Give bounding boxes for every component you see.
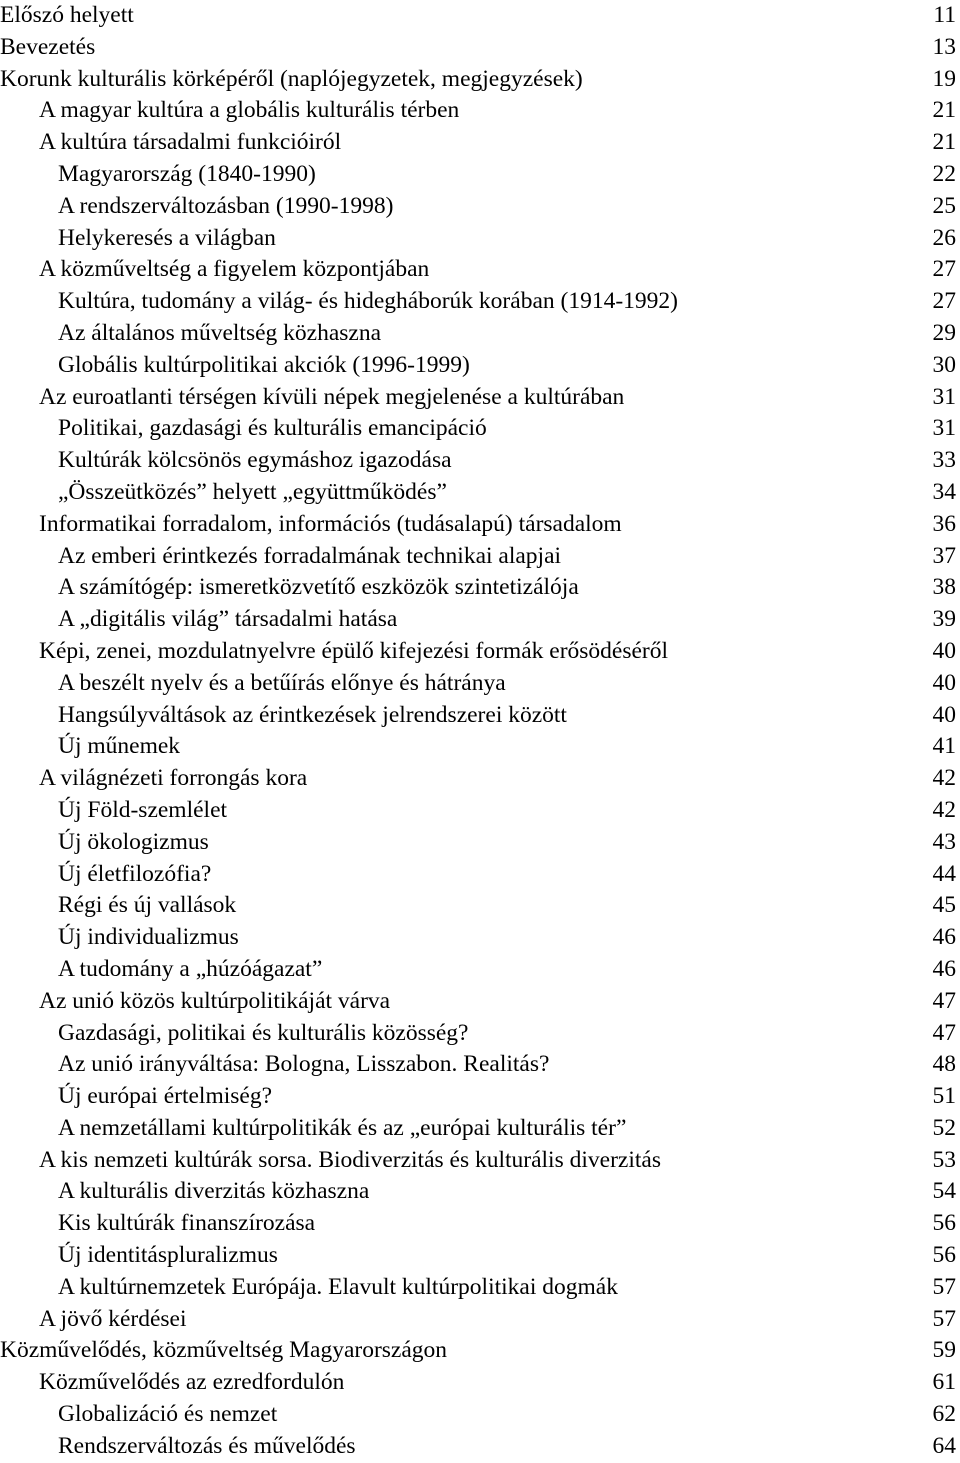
toc-entry-page-number: 31 (932, 415, 956, 442)
toc-entry-page-number: 37 (932, 542, 956, 569)
toc-entry-title: Közművelődés, közműveltség Magyarországon (0, 1337, 448, 1364)
toc-entry-title: Az unió irányváltása: Bologna, Lisszabon. Realitás? (58, 1051, 550, 1078)
toc-entry-title: A kultúra társadalmi funkcióiról (39, 129, 342, 156)
toc-entry-page-number: 43 (932, 828, 956, 855)
toc-entry-page-number: 21 (932, 129, 956, 156)
toc-entry-title: Az unió közös kultúrpolitikáját várva (39, 987, 391, 1014)
toc-entry-page-number: 64 (932, 1432, 956, 1459)
toc-entry-page-number: 21 (932, 97, 956, 124)
toc-entry-title: Új európai értelmiség? (58, 1083, 273, 1110)
toc-entry (0, 350, 960, 382)
toc-entry (0, 1176, 960, 1208)
toc-entry-title: Bevezetés (0, 33, 96, 60)
toc-entry-page-number: 42 (932, 765, 956, 792)
toc-entry (0, 1081, 960, 1113)
toc-entry-page-number: 52 (932, 1114, 956, 1141)
toc-entry-title: Új individualizmus (58, 924, 239, 951)
toc-entry-page-number: 34 (932, 478, 956, 505)
toc-entry (0, 477, 960, 509)
toc-entry (0, 700, 960, 732)
toc-entry-page-number: 36 (932, 510, 956, 537)
toc-entry-page-number: 40 (932, 637, 956, 664)
toc-entry-page-number: 45 (932, 892, 956, 919)
toc-entry-title: Hangsúlyváltások az érintkezések jelrendszerei között (58, 701, 567, 728)
toc-entry (0, 763, 960, 795)
toc-entry-page-number: 13 (932, 33, 956, 60)
toc-entry-page-number: 46 (932, 955, 956, 982)
toc-entry-title: Kultúrák kölcsönös egymáshoz igazodása (58, 447, 452, 474)
toc-entry-page-number: 57 (932, 1305, 956, 1332)
toc-entry-title: Új Föld-szemlélet (58, 796, 228, 823)
toc-entry (0, 636, 960, 668)
toc-entry (0, 318, 960, 350)
toc-entry (0, 1145, 960, 1177)
toc-entry-title: Rendszerváltozás és művelődés (58, 1432, 356, 1459)
toc-entry (0, 223, 960, 255)
toc-entry-page-number: 48 (932, 1051, 956, 1078)
toc-entry-page-number: 25 (932, 192, 956, 219)
toc-entry-title: A nemzetállami kultúrpolitikák és az „európai kulturális tér” (58, 1114, 627, 1141)
toc-entry (0, 1240, 960, 1272)
toc-entry-title: „Összeütközés” helyett „együttműködés” (58, 478, 447, 505)
toc-entry-title: Informatikai forradalom, információs (tudásalapú) társadalom (39, 510, 622, 537)
toc-entry-page-number: 22 (932, 160, 956, 187)
toc-entry (0, 1049, 960, 1081)
toc-entry-page-number: 44 (932, 860, 956, 887)
toc-entry (0, 254, 960, 286)
toc-entry-page-number: 39 (932, 606, 956, 633)
toc-entry-title: A kulturális diverzitás közhaszna (58, 1178, 370, 1205)
toc-entry-page-number: 59 (932, 1337, 956, 1364)
toc-entry (0, 159, 960, 191)
toc-entry-page-number: 27 (932, 256, 956, 283)
toc-entry-page-number: 27 (932, 288, 956, 315)
toc-entry-page-number: 40 (932, 669, 956, 696)
toc-entry-title: A rendszerváltozásban (1990-1998) (58, 192, 394, 219)
toc-entry (0, 890, 960, 922)
toc-entry-page-number: 61 (932, 1369, 956, 1396)
toc-entry (0, 509, 960, 541)
toc-entry-title: A kis nemzeti kultúrák sorsa. Biodiverzitás és kulturális diverzitás (39, 1146, 661, 1173)
toc-entry (0, 1335, 960, 1367)
toc-entry-page-number: 30 (932, 351, 956, 378)
toc-entry-page-number: 40 (932, 701, 956, 728)
toc-entry-page-number: 31 (932, 383, 956, 410)
toc-entry (0, 668, 960, 700)
toc-entry-page-number: 29 (932, 319, 956, 346)
toc-entry-title: Képi, zenei, mozdulatnyelvre épülő kifejezési formák erősödéséről (39, 637, 669, 664)
toc-entry-title: Globalizáció és nemzet (58, 1401, 278, 1428)
toc-entry-page-number: 38 (932, 574, 956, 601)
toc-entry-title: Helykeresés a világban (58, 224, 276, 251)
toc-entry-title: Politikai, gazdasági és kulturális emancipáció (58, 415, 487, 442)
toc-entry-page-number: 51 (932, 1083, 956, 1110)
toc-entry (0, 1431, 960, 1463)
toc-entry (0, 0, 960, 32)
toc-entry (0, 1272, 960, 1304)
toc-entry-title: A „digitális világ” társadalmi hatása (58, 606, 398, 633)
toc-entry-title: Az általános műveltség közhaszna (58, 319, 382, 346)
toc-entry-title: Új életfilozófia? (58, 860, 212, 887)
toc-entry (0, 95, 960, 127)
toc-entry (0, 32, 960, 64)
toc-entry (0, 382, 960, 414)
toc-entry-title: Magyarország (1840-1990) (58, 160, 316, 187)
toc-entry (0, 191, 960, 223)
toc-entry (0, 954, 960, 986)
toc-entry (0, 413, 960, 445)
toc-entry-page-number: 47 (932, 1019, 956, 1046)
toc-entry (0, 127, 960, 159)
toc-entry-page-number: 33 (932, 447, 956, 474)
toc-entry (0, 1113, 960, 1145)
toc-entry (0, 1304, 960, 1336)
toc-entry-title: Globális kultúrpolitikai akciók (1996-1999) (58, 351, 470, 378)
toc-entry-title: A magyar kultúra a globális kulturális térben (39, 97, 460, 124)
toc-entry (0, 731, 960, 763)
toc-entry-page-number: 46 (932, 924, 956, 951)
toc-entry-title: Kultúra, tudomány a világ- és hidegháborúk korában (1914-1992) (58, 288, 678, 315)
toc-entry (0, 572, 960, 604)
toc-entry-title: Kis kultúrák finanszírozása (58, 1210, 316, 1237)
toc-entry-title: A jövő kérdései (39, 1305, 187, 1332)
toc-entry-title: Az emberi érintkezés forradalmának technikai alapjai (58, 542, 562, 569)
toc-entry (0, 827, 960, 859)
toc-entry-page-number: 26 (932, 224, 956, 251)
toc-entry (0, 795, 960, 827)
toc-entry (0, 859, 960, 891)
toc-entry-page-number: 19 (932, 65, 956, 92)
toc-entry (0, 922, 960, 954)
toc-entry-title: Az euroatlanti térségen kívüli népek megjelenése a kultúrában (39, 383, 625, 410)
toc-entry-title: Előszó helyett (0, 2, 134, 28)
toc-entry-title: A számítógép: ismeretközvetítő eszközök szintetizálója (58, 574, 579, 601)
toc-entry (0, 986, 960, 1018)
toc-entry-title: Új ökologizmus (58, 828, 209, 855)
toc-entry-page-number: 42 (932, 796, 956, 823)
toc-entry-title: Korunk kulturális körképéről (naplójegyzetek, megjegyzések) (0, 65, 583, 92)
toc-entry-title: Régi és új vallások (58, 892, 237, 919)
toc-entry-page-number: 62 (932, 1401, 956, 1428)
toc-entry-page-number: 57 (932, 1273, 956, 1300)
toc-entry (0, 604, 960, 636)
toc-entry-title: A világnézeti forrongás kora (39, 765, 308, 792)
toc-entry-title: A kultúrnemzetek Európája. Elavult kultúrpolitikai dogmák (58, 1273, 618, 1300)
toc-entry-title: A közműveltség a figyelem központjában (39, 256, 430, 283)
toc-entry-page-number: 53 (932, 1146, 956, 1173)
toc-entry (0, 1367, 960, 1399)
toc-entry-page-number: 56 (932, 1210, 956, 1237)
toc-entry-title: A tudomány a „húzóágazat” (58, 955, 323, 982)
toc-entry (0, 445, 960, 477)
toc-entry (0, 1208, 960, 1240)
toc-entry (0, 1399, 960, 1431)
toc-entry (0, 286, 960, 318)
toc-entry-title: Új identitáspluralizmus (58, 1242, 278, 1269)
toc-entry (0, 541, 960, 573)
toc-entry-page-number: 11 (933, 2, 956, 28)
toc-entry-title: Közművelődés az ezredfordulón (39, 1369, 345, 1396)
toc-entry-page-number: 56 (932, 1242, 956, 1269)
toc-entry-title: Gazdasági, politikai és kulturális közösség? (58, 1019, 469, 1046)
toc-entry (0, 64, 960, 96)
toc-entry-title: Új műnemek (58, 733, 181, 760)
toc-entry-title: A beszélt nyelv és a betűírás előnye és hátránya (58, 669, 506, 696)
toc-entry-page-number: 54 (932, 1178, 956, 1205)
toc-entry-page-number: 47 (932, 987, 956, 1014)
toc-entry (0, 1018, 960, 1050)
toc-entry-page-number: 41 (932, 733, 956, 760)
